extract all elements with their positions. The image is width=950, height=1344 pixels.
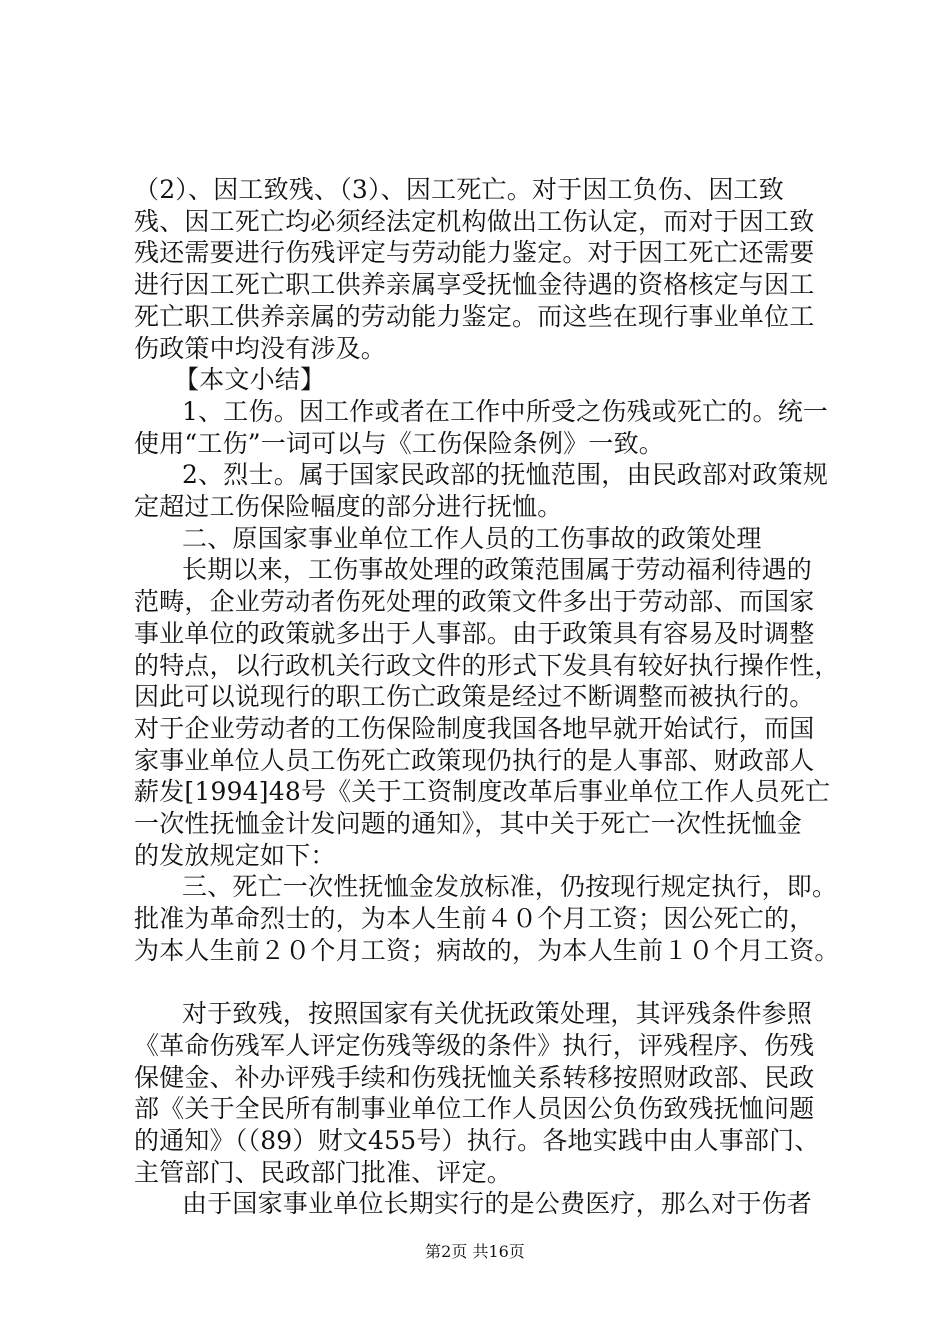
text-line: 的特点，以行政机关行政文件的形式下发具有较好执行操作性，: [134, 650, 840, 680]
text-line: 为本人生前２０个月工资；病故的，为本人生前１０个月工资。: [134, 935, 840, 965]
text-line: 批准为革命烈士的，为本人生前４０个月工资；因公死亡的，: [134, 904, 815, 934]
text-line: 范畴，企业劳动者伤死处理的政策文件多出于劳动部、而国家: [134, 587, 815, 617]
text-line: 2、烈士。属于国家民政部的抚恤范围，由民政部对政策规: [182, 460, 829, 490]
text-line: 伤政策中均没有涉及。: [134, 333, 387, 363]
paragraph-gap: [134, 967, 834, 999]
text-line: 残还需要进行伤残评定与劳动能力鉴定。对于因工死亡还需要: [134, 238, 815, 268]
document-body: [134, 174, 840, 1220]
text-line: 的通知》（（89）财文455号）执行。各地实践中由人事部门、: [134, 1126, 820, 1156]
text-line: 一次性抚恤金计发问题的通知》，其中关于死亡一次性抚恤金: [134, 809, 802, 839]
text-line: 事业单位的政策就多出于人事部。由于政策具有容易及时调整: [134, 618, 815, 648]
section-heading: 【本文小结】: [174, 365, 326, 395]
text-line: 残、因工死亡均必须经法定机构做出工伤认定，而对于因工致: [134, 206, 815, 236]
text-line: 使用“工伤”一词可以与《工伤保险条例》一致。: [134, 428, 664, 458]
section-heading: 二、原国家事业单位工作人员的工伤事故的政策处理: [182, 523, 762, 553]
text-line: 对于企业劳动者的工伤保险制度我国各地早就开始试行，而国: [134, 713, 815, 743]
page-number-footer: 第2页 共16页: [425, 1242, 525, 1261]
text-line: 进行因工死亡职工供养亲属享受抚恤金待遇的资格核定与因工: [134, 270, 815, 300]
text-line: 由于国家事业单位长期实行的是公费医疗，那么对于伤者: [182, 1189, 813, 1219]
text-line: 保健金、补办评残手续和伤残抚恤关系转移按照财政部、民政: [134, 1062, 815, 1092]
text-line: 死亡职工供养亲属的劳动能力鉴定。而这些在现行事业单位工: [134, 301, 815, 331]
text-line: 《革命伤残军人评定伤残等级的条件》执行，评残程序、伤残: [134, 1030, 815, 1060]
text-line: 部《关于全民所有制事业单位工作人员因公负伤致残抚恤问题: [134, 1094, 815, 1124]
text-line: 1、工伤。因工作或者在工作中所受之伤残或死亡的。统一: [182, 396, 829, 426]
text-line: （2）、因工致残、（3）、因工死亡。对于因工负伤、因工致: [134, 175, 784, 204]
text-line: 对于致残，按照国家有关优抚政策处理，其评残条件参照: [182, 999, 813, 1029]
text-line: 的发放规定如下：: [134, 840, 336, 870]
text-line: 薪发[1994]48号《关于工资制度改革后事业单位工作人员死亡: [134, 777, 831, 807]
text-line: 长期以来，工伤事故处理的政策范围属于劳动福利待遇的: [182, 555, 813, 585]
text-line: 家事业单位人员工伤死亡政策现仍执行的是人事部、财政部人: [134, 745, 815, 775]
text-line: 三、死亡一次性抚恤金发放标准，仍按现行规定执行，即。: [182, 872, 838, 902]
text-line: 定超过工伤保险幅度的部分进行抚恤。: [134, 492, 563, 522]
text-line: 因此可以说现行的职工伤亡政策是经过不断调整而被执行的。: [134, 682, 815, 712]
text-line: 主管部门、民政部门批准、评定。: [134, 1157, 513, 1187]
